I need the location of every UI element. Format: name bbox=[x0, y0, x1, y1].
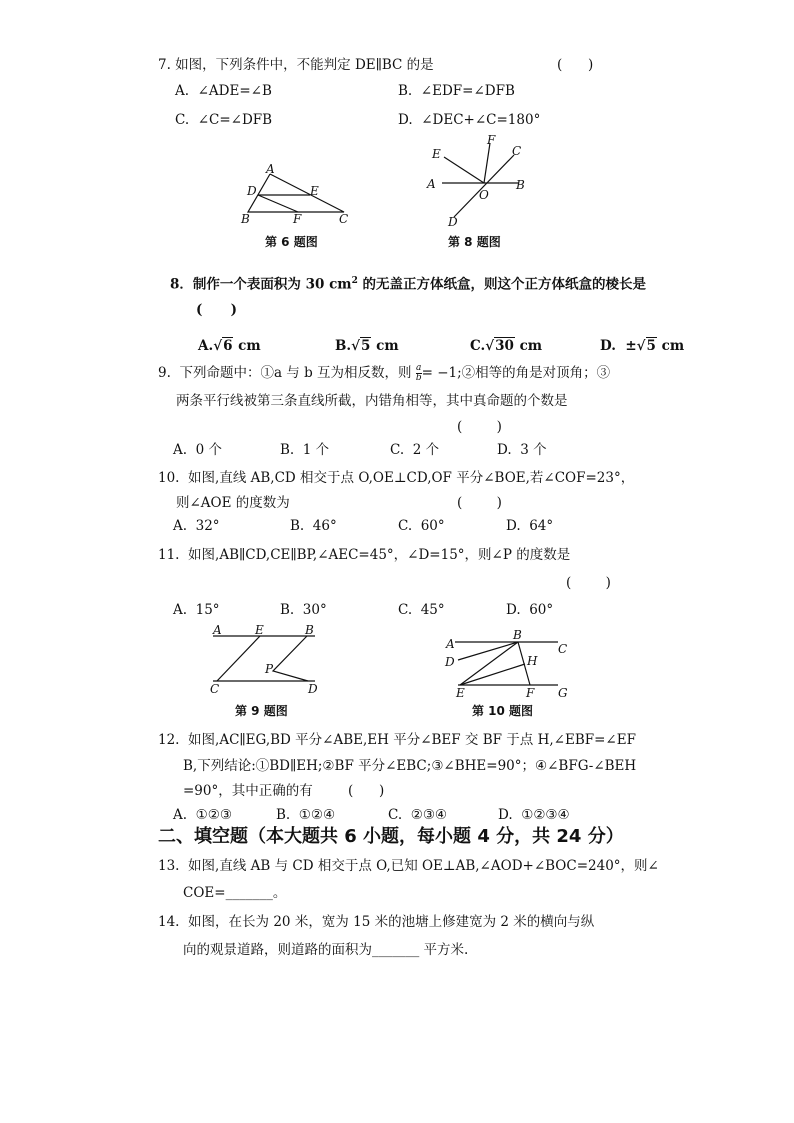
fig9-label-b: B bbox=[305, 623, 314, 637]
fig6-triangle-abc bbox=[248, 174, 344, 212]
section-2-heading: 二、填空题（本大题共 6 小题，每小题 4 分，共 24 分） bbox=[158, 826, 624, 847]
fig10-label-a: A bbox=[446, 637, 455, 651]
q9-answer-paren: ( ) bbox=[457, 419, 502, 435]
q12-line1: 12. 如图,AC∥EG,BD 平分∠ABE,EH 平分∠BEF 交 BF 于点 H,∠EBF=∠EF bbox=[158, 732, 636, 748]
q11-option-c: C. 45° bbox=[398, 602, 445, 618]
fig6-label-c: C bbox=[339, 212, 349, 226]
q12-answer-paren: ( ) bbox=[348, 783, 385, 799]
q11-line1: 11. 如图,AB∥CD,CE∥BP,∠AEC=45°，∠D=15°，则∠P 的度数是 bbox=[158, 547, 571, 563]
fig10-label-b: B bbox=[513, 628, 522, 642]
fig10-label-d: D bbox=[445, 655, 455, 669]
fig10-line-be bbox=[460, 642, 518, 685]
q12-line3: =90°，其中正确的有 bbox=[183, 783, 313, 799]
q10-option-a: A. 32° bbox=[173, 518, 220, 534]
q11-answer-paren: ( ) bbox=[566, 575, 611, 591]
q13-line2: COE=_______。 bbox=[183, 885, 287, 901]
q9-fraction: $\frac{a}{b}$ bbox=[415, 363, 422, 383]
fig8-label-c: C bbox=[512, 144, 522, 158]
fig6-label-e: E bbox=[310, 184, 319, 198]
fig10-label-f: F bbox=[526, 686, 535, 700]
q10-option-c: C. 60° bbox=[398, 518, 445, 534]
fig9-path-bpd bbox=[273, 636, 308, 681]
q12-option-d: D. ①②③④ bbox=[498, 807, 570, 823]
fig8-label-a: A bbox=[427, 177, 436, 191]
q9-option-c: C. 2 个 bbox=[390, 442, 440, 458]
fig6-label-b: B bbox=[241, 212, 250, 226]
fig6-line-df bbox=[258, 195, 298, 212]
q9-option-b: B. 1 个 bbox=[280, 442, 330, 458]
figure-8-lines bbox=[424, 135, 534, 227]
q12-option-c: C. ②③④ bbox=[388, 807, 448, 823]
fig8-label-d: D bbox=[448, 215, 458, 229]
fig9-label-p: P bbox=[265, 662, 274, 676]
q12-option-b: B. ①②④ bbox=[276, 807, 336, 823]
figure-10-parallel bbox=[440, 627, 580, 699]
q10-answer-paren: ( ) bbox=[457, 495, 502, 511]
fig8-label-o: O bbox=[479, 188, 489, 202]
fig8-ray-of bbox=[484, 143, 490, 183]
q14-line2: 向的观景道路，则道路的面积为_______ 平方米. bbox=[183, 942, 469, 958]
q14-line1: 14. 如图，在长为 20 米，宽为 15 米的池塘上修建宽为 2 米的横向与纵 bbox=[158, 914, 595, 930]
fig9-caption: 第 9 题图 bbox=[235, 704, 288, 718]
fig8-label-b: B bbox=[516, 178, 525, 192]
figure-9-parallel bbox=[205, 623, 335, 698]
q12-option-a: A. ①②③ bbox=[173, 807, 232, 823]
fig6-label-a: A bbox=[266, 162, 275, 176]
q7-option-a: A. ∠ADE=∠B bbox=[175, 83, 272, 99]
q12-line2: B,下列结论:①BD∥EH;②BF 平分∠EBC;③∠BHE=90°；④∠BFG-∠BEH bbox=[183, 758, 637, 774]
q8-option-b: B.√5 cm bbox=[335, 338, 399, 354]
q7-option-d: D. ∠DEC+∠C=180° bbox=[398, 112, 541, 128]
fig10-label-c: C bbox=[558, 642, 568, 656]
figure-6-triangle bbox=[236, 162, 366, 230]
q10-line2: 则∠AOE 的度数为 bbox=[176, 495, 290, 511]
q7-stem: 7. 如图，下列条件中，不能判定 DE∥BC 的是 bbox=[158, 57, 434, 73]
q9-option-a: A. 0 个 bbox=[173, 442, 223, 458]
fig10-line-eh bbox=[460, 664, 525, 685]
fig10-label-h: H bbox=[527, 654, 538, 668]
fig6-label-f: F bbox=[293, 212, 302, 226]
q11-option-d: D. 60° bbox=[506, 602, 554, 618]
fig8-label-f: F bbox=[487, 133, 496, 147]
fig6-label-d: D bbox=[247, 184, 257, 198]
q11-option-a: A. 15° bbox=[173, 602, 220, 618]
q13-line1: 13. 如图,直线 AB 与 CD 相交于点 O,已知 OE⊥AB,∠AOD+∠BOC=240°，则∠ bbox=[158, 858, 659, 874]
fig10-line-bd bbox=[458, 642, 518, 660]
q11-option-b: B. 30° bbox=[280, 602, 327, 618]
q10-line1: 10. 如图,直线 AB,CD 相交于点 O,OE⊥CD,OF 平分∠BOE,若∠COF=23°， bbox=[158, 470, 635, 486]
q8-option-c: C.√30 cm bbox=[470, 338, 543, 354]
fig9-label-a: A bbox=[213, 623, 222, 637]
q9-option-d: D. 3 个 bbox=[497, 442, 547, 458]
q8-option-d: D. ±√5 cm bbox=[600, 338, 685, 354]
fig10-caption: 第 10 题图 bbox=[472, 704, 534, 718]
fig10-label-e: E bbox=[456, 686, 465, 700]
fig9-label-c: C bbox=[210, 682, 220, 696]
fig8-ray-oe bbox=[444, 157, 484, 183]
q10-option-d: D. 64° bbox=[506, 518, 554, 534]
q8-stem: 8．制作一个表面积为 30 $cm^2$ 的无盖正方体纸盒，则这个正方体纸盒的棱长是 bbox=[170, 276, 647, 293]
fig9-line-ec bbox=[217, 636, 260, 681]
fig8-label-e: E bbox=[432, 147, 441, 161]
q9-stem: 9. 下列命题中：①a 与 b 互为相反数，则 $\frac{a}{b}$ = −1;②相等的角是对顶角；③ bbox=[158, 363, 611, 383]
fig10-label-g: G bbox=[558, 686, 568, 700]
fig8-line-dc bbox=[454, 155, 514, 217]
q8-answer-paren: ( ) bbox=[196, 302, 237, 318]
fig6-caption: 第 6 题图 bbox=[265, 235, 318, 249]
q8-option-a: A.√6 cm bbox=[198, 338, 261, 354]
q10-option-b: B. 46° bbox=[290, 518, 337, 534]
q7-answer-paren: ( ) bbox=[557, 57, 594, 73]
q7-option-c: C. ∠C=∠DFB bbox=[175, 112, 273, 128]
fig8-caption: 第 8 题图 bbox=[448, 235, 501, 249]
q7-option-b: B. ∠EDF=∠DFB bbox=[398, 83, 515, 99]
q9-line2: 两条平行线被第三条直线所截，内错角相等，其中真命题的个数是 bbox=[176, 393, 568, 409]
fig9-label-d: D bbox=[308, 682, 318, 696]
fig9-label-e: E bbox=[255, 623, 264, 637]
